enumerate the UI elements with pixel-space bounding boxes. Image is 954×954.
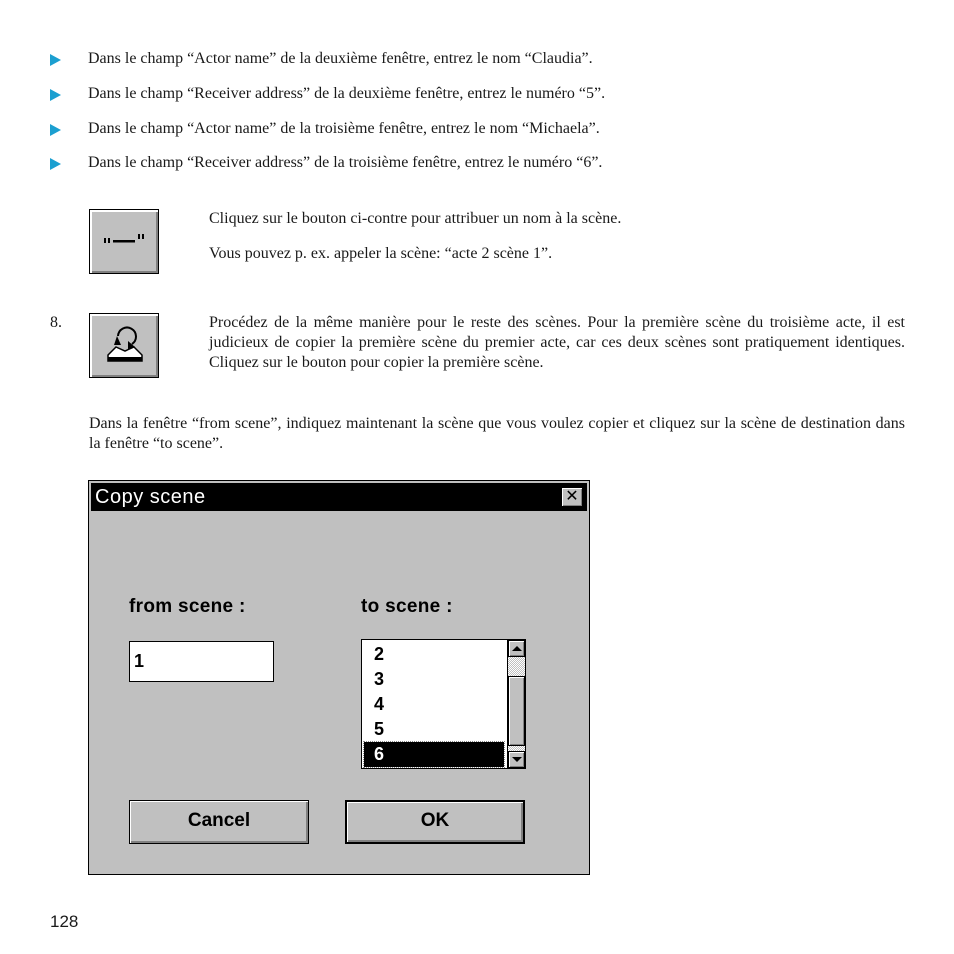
bullet-triangle-icon xyxy=(50,158,61,170)
dialog-titlebar[interactable] xyxy=(91,483,587,511)
scroll-up-button[interactable] xyxy=(508,640,525,657)
page-number: 128 xyxy=(50,912,79,931)
rename-scene-button[interactable] xyxy=(89,209,159,274)
ok-button[interactable]: OK xyxy=(345,800,525,844)
copy-scene-button[interactable] xyxy=(89,313,159,378)
to-scene-listbox[interactable] xyxy=(361,639,526,769)
rename-instruction: Cliquez sur le bouton ci-contre pour attribuer un nom à la scène. xyxy=(209,210,622,227)
bullet-triangle-icon xyxy=(50,124,61,136)
rename-example: Vous pouvez p. ex. appeler la scène: “acte 2 scène 1”. xyxy=(209,245,553,262)
rename-scene-icon xyxy=(90,210,160,275)
from-scene-label: from scene : xyxy=(129,596,246,617)
list-item[interactable]: 3 xyxy=(374,669,385,689)
list-item-selected[interactable]: 6 xyxy=(364,742,504,767)
close-icon: ✕ xyxy=(565,488,579,505)
scroll-thumb[interactable] xyxy=(508,676,525,746)
bullet-text: Dans le champ “Actor name” de la deuxième fenêtre, entrez le nom “Claudia”. xyxy=(88,50,593,67)
copy-scene-icon xyxy=(90,314,160,379)
to-scene-label: to scene : xyxy=(361,596,453,617)
list-item[interactable]: 4 xyxy=(374,694,385,714)
bullet-triangle-icon xyxy=(50,54,61,66)
bullet-text: Dans le champ “Receiver address” de la deuxième fenêtre, entrez le numéro “5”. xyxy=(88,85,606,102)
list-item[interactable]: 5 xyxy=(374,719,385,739)
bullet-text: Dans le champ “Receiver address” de la troisième fenêtre, entrez le numéro “6”. xyxy=(88,154,603,171)
scroll-up-icon xyxy=(512,646,522,651)
from-scene-input[interactable] xyxy=(129,641,274,682)
to-scene-list xyxy=(364,642,504,767)
close-button[interactable] xyxy=(561,487,583,507)
bullet-text: Dans le champ “Actor name” de la troisième fenêtre, entrez le nom “Michaela”. xyxy=(88,120,600,137)
copy-instruction: Dans la fenêtre “from scene”, indiquez maintenant la scène que vous voulez copier et cliquez sur la scène de destination dans la fenêtre “to scene”. xyxy=(89,415,905,452)
list-item[interactable]: 2 xyxy=(374,644,385,664)
scroll-down-icon xyxy=(512,757,522,762)
bullet-triangle-icon xyxy=(50,89,61,101)
step8-text: Procédez de la même manière pour le reste des scènes. Pour la première scène du troisième acte, il est judicieux de copier la première scène du premier acte, car ces deux scènes sont pratiquement identiques. Cliquez sur le bouton pour copier la première scène. xyxy=(209,314,905,371)
step-number: 8. xyxy=(50,314,62,331)
copy-scene-dialog xyxy=(88,480,590,875)
list-scrollbar[interactable] xyxy=(507,640,525,768)
scroll-down-button[interactable] xyxy=(508,751,525,768)
dialog-title: Copy scene xyxy=(95,486,206,508)
cancel-button[interactable]: Cancel xyxy=(129,800,309,844)
